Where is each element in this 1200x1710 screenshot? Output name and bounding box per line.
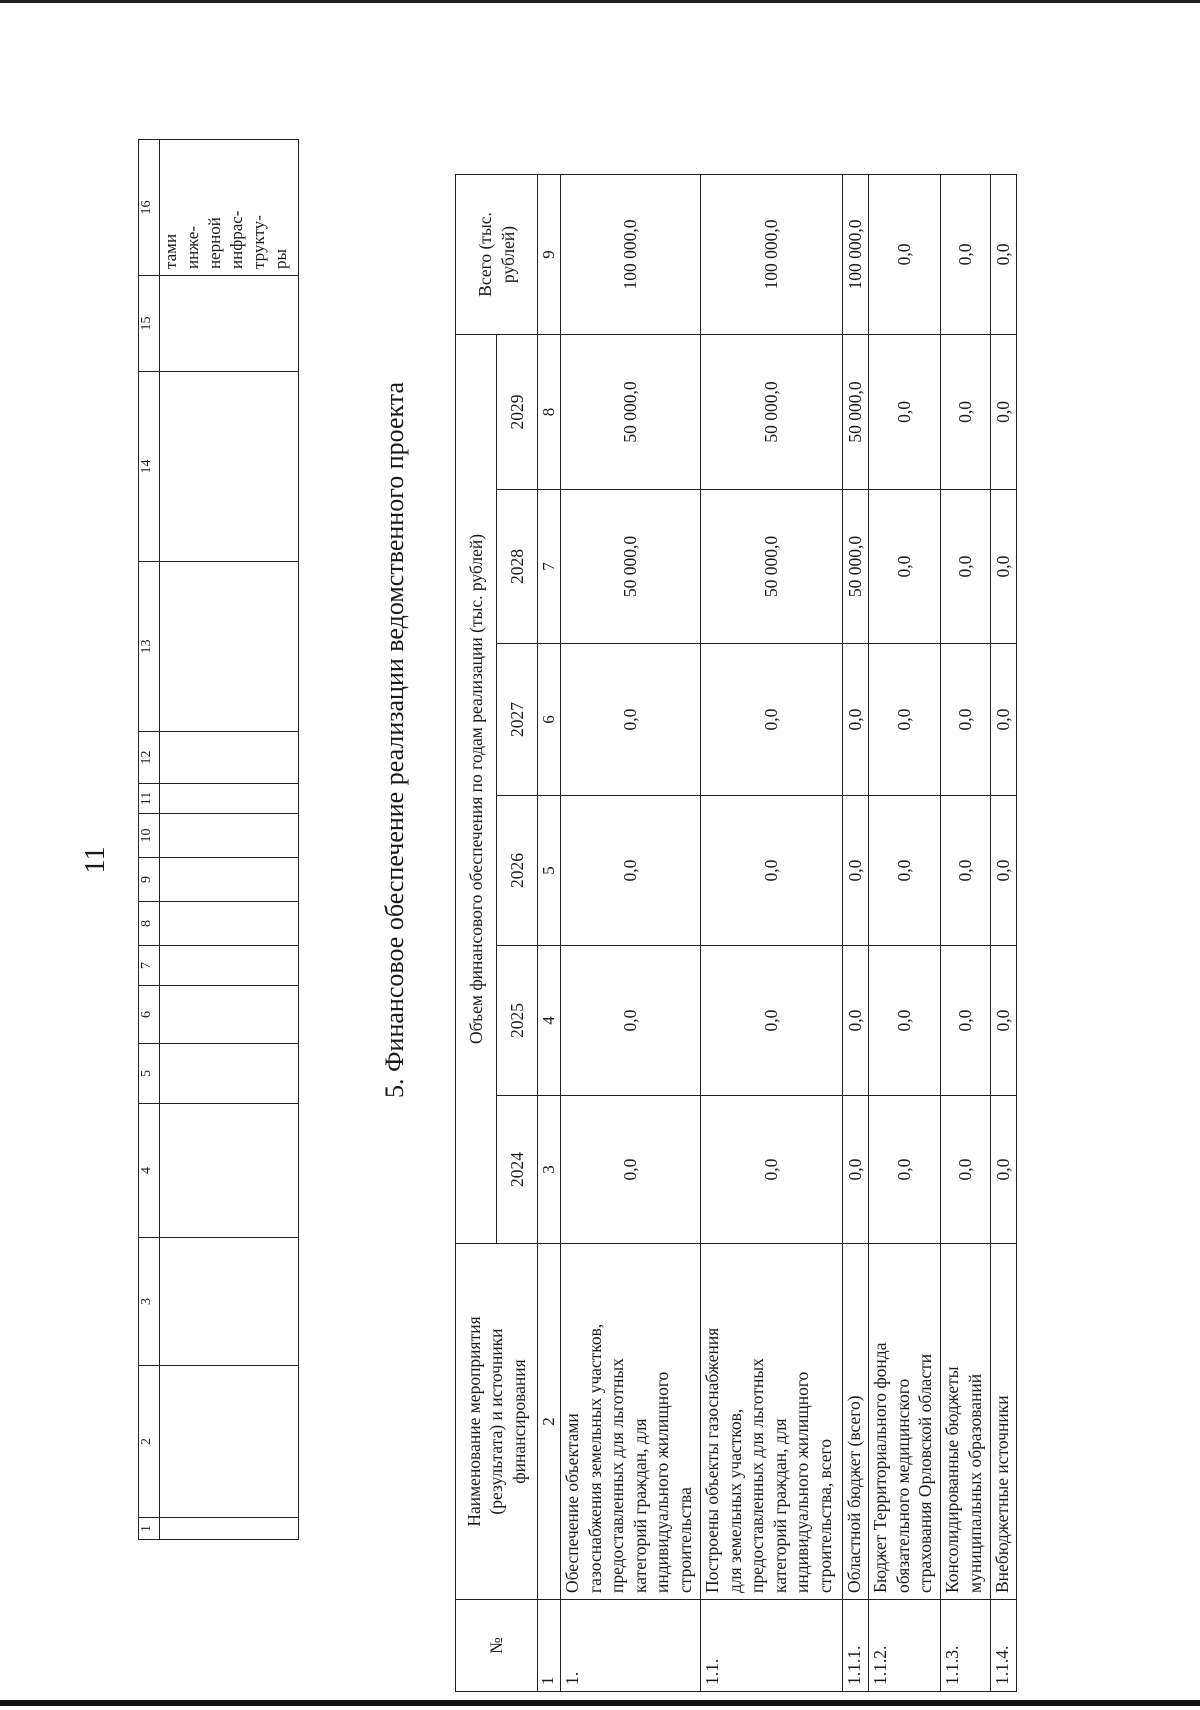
text-line: строительства, всего bbox=[814, 1439, 835, 1593]
index-cell: 7 bbox=[538, 490, 561, 644]
value-cell: 0,0 bbox=[941, 334, 991, 489]
value-cell: 0,0 bbox=[561, 946, 701, 1096]
value-cell: 50 000,0 bbox=[843, 334, 869, 489]
table-cell bbox=[160, 946, 299, 986]
table-row bbox=[869, 174, 941, 1691]
value-cell: 100 000,0 bbox=[843, 174, 869, 334]
value-cell: 0,0 bbox=[991, 796, 1017, 946]
value-cell: 0,0 bbox=[941, 490, 991, 644]
value-cell: 0,0 bbox=[561, 644, 701, 796]
row-number: 1.1. bbox=[701, 1600, 843, 1692]
value-cell: 0,0 bbox=[869, 334, 941, 489]
text-line: для земельных участков, bbox=[724, 1408, 745, 1593]
text-line: Бюджет Территориального фонда bbox=[870, 1342, 890, 1593]
col-number: 6 bbox=[139, 986, 160, 1044]
continuation-last-cell bbox=[160, 140, 299, 276]
text-line: обязательного медицинского bbox=[892, 1378, 913, 1593]
table-cell bbox=[160, 1518, 299, 1540]
index-cell: 4 bbox=[538, 946, 561, 1096]
text-line: индивидуального жилищного bbox=[652, 1371, 672, 1593]
value-cell: 50 000,0 bbox=[701, 490, 843, 644]
table-cell bbox=[160, 814, 299, 858]
value-cell: 0,0 bbox=[991, 490, 1017, 644]
value-cell: 0,0 bbox=[941, 644, 991, 796]
value-cell: 0,0 bbox=[701, 796, 843, 946]
col-number: 16 bbox=[139, 140, 160, 276]
col-number: 4 bbox=[139, 1104, 160, 1238]
text-line: Консолидированные бюджеты bbox=[942, 1366, 962, 1593]
row-name bbox=[561, 1244, 701, 1600]
text-line: муниципальных образований bbox=[964, 1373, 985, 1593]
value-cell: 50 000,0 bbox=[843, 490, 869, 644]
header-year: 2027 bbox=[497, 644, 538, 796]
header-name bbox=[456, 1244, 538, 1600]
table-cell bbox=[160, 562, 299, 732]
col-number: 12 bbox=[139, 732, 160, 784]
text-line: Наименование мероприятия bbox=[463, 1316, 484, 1527]
finance-table bbox=[455, 174, 1017, 1692]
col-number: 7 bbox=[139, 946, 160, 986]
text-line: газоснабжения земельных участков, bbox=[584, 1323, 605, 1593]
col-number: 14 bbox=[139, 372, 160, 562]
page-number: 11 bbox=[80, 846, 111, 874]
header-year: 2029 bbox=[497, 334, 538, 489]
header-year: 2024 bbox=[497, 1096, 538, 1244]
section-title: 5. Финансовое обеспечение реализации ведомственного проекта bbox=[380, 382, 409, 1098]
table-row bbox=[843, 174, 869, 1691]
text-line: предоставленных для льготных bbox=[747, 1358, 767, 1593]
value-cell: 0,0 bbox=[843, 946, 869, 1096]
finance-header-row bbox=[456, 174, 497, 1691]
row-name bbox=[991, 1244, 1017, 1600]
text-line: рублей) bbox=[497, 225, 518, 284]
text-line: категорий граждан, для bbox=[629, 1418, 650, 1593]
col-number: 10 bbox=[139, 814, 160, 858]
index-cell: 3 bbox=[538, 1096, 561, 1244]
row-name bbox=[701, 1244, 843, 1600]
table-cell bbox=[160, 902, 299, 946]
table-cell bbox=[160, 986, 299, 1044]
value-cell: 0,0 bbox=[941, 946, 991, 1096]
value-cell: 0,0 bbox=[843, 796, 869, 946]
table-cell bbox=[160, 1044, 299, 1104]
index-cell: 5 bbox=[538, 796, 561, 946]
continuation-table bbox=[138, 139, 299, 1540]
value-cell: 0,0 bbox=[991, 644, 1017, 796]
row-name bbox=[869, 1244, 941, 1600]
col-number: 5 bbox=[139, 1044, 160, 1104]
col-number: 8 bbox=[139, 902, 160, 946]
text-line: предоставленных для льготных bbox=[607, 1358, 627, 1593]
value-cell: 50 000,0 bbox=[561, 490, 701, 644]
value-cell: 0,0 bbox=[869, 644, 941, 796]
table-cell bbox=[160, 1104, 299, 1238]
text-line: категорий граждан, для bbox=[769, 1418, 790, 1593]
col-number: 9 bbox=[139, 858, 160, 902]
text-line: трукту- bbox=[249, 215, 268, 269]
text-line: Всего (тыс. bbox=[475, 212, 495, 297]
header-volume-group: Объем финансового обеспечения по годам реализации (тыс. рублей) bbox=[456, 334, 497, 1243]
table-row bbox=[941, 174, 991, 1691]
text-line: страхования Орловской области bbox=[915, 1353, 935, 1593]
header-no: № bbox=[456, 1600, 538, 1692]
value-cell: 0,0 bbox=[561, 796, 701, 946]
table-row bbox=[991, 174, 1017, 1691]
col-number: 2 bbox=[139, 1366, 160, 1518]
value-cell: 0,0 bbox=[941, 1096, 991, 1244]
value-cell: 100 000,0 bbox=[561, 174, 701, 334]
continuation-body-row bbox=[160, 140, 299, 1540]
index-cell: 9 bbox=[538, 174, 561, 334]
text-line: (результата) и источники bbox=[486, 1328, 507, 1515]
text-line: Построены объекты газоснабжения bbox=[702, 1327, 722, 1593]
row-number: 1.1.4. bbox=[991, 1600, 1017, 1692]
value-cell: 0,0 bbox=[869, 1096, 941, 1244]
index-cell: 8 bbox=[538, 334, 561, 489]
index-cell: 2 bbox=[538, 1244, 561, 1600]
row-number: 1.1.2. bbox=[869, 1600, 941, 1692]
value-cell: 0,0 bbox=[869, 946, 941, 1096]
text-line: инже- bbox=[183, 226, 202, 269]
text-line: нерной bbox=[205, 217, 224, 269]
text-line: индивидуального жилищного bbox=[792, 1371, 812, 1593]
text-line: ры bbox=[271, 249, 290, 269]
value-cell: 0,0 bbox=[843, 644, 869, 796]
row-number: 1.1.1. bbox=[843, 1600, 869, 1692]
table-cell bbox=[160, 372, 299, 562]
value-cell: 0,0 bbox=[991, 334, 1017, 489]
text-line: Обеспечение объектами bbox=[562, 1413, 582, 1593]
value-cell: 0,0 bbox=[869, 796, 941, 946]
header-year: 2028 bbox=[497, 490, 538, 644]
text-line: финансирования bbox=[508, 1359, 529, 1484]
header-total bbox=[456, 174, 538, 334]
value-cell: 0,0 bbox=[869, 490, 941, 644]
text-line: строительства bbox=[674, 1487, 695, 1593]
value-cell: 0,0 bbox=[941, 174, 991, 334]
col-number: 13 bbox=[139, 562, 160, 732]
continuation-column-numbers bbox=[139, 140, 160, 1540]
text-line: инфрас- bbox=[227, 210, 246, 269]
index-cell: 6 bbox=[538, 644, 561, 796]
value-cell: 50 000,0 bbox=[561, 334, 701, 489]
value-cell: 0,0 bbox=[701, 946, 843, 1096]
col-number: 1 bbox=[139, 1518, 160, 1540]
row-name bbox=[843, 1244, 869, 1600]
table-row bbox=[561, 174, 701, 1691]
text-line: Внебюджетные источники bbox=[992, 1395, 1012, 1593]
value-cell: 0,0 bbox=[991, 174, 1017, 334]
row-name bbox=[941, 1244, 991, 1600]
table-cell bbox=[160, 784, 299, 814]
table-cell bbox=[160, 276, 299, 372]
value-cell: 0,0 bbox=[941, 796, 991, 946]
value-cell: 0,0 bbox=[701, 1096, 843, 1244]
header-year: 2025 bbox=[497, 946, 538, 1096]
index-cell: 1 bbox=[538, 1600, 561, 1692]
value-cell: 0,0 bbox=[991, 946, 1017, 1096]
row-number: 1.1.3. bbox=[941, 1600, 991, 1692]
value-cell: 0,0 bbox=[869, 174, 941, 334]
col-number: 11 bbox=[139, 784, 160, 814]
table-cell bbox=[160, 732, 299, 784]
col-number: 15 bbox=[139, 276, 160, 372]
col-number: 3 bbox=[139, 1238, 160, 1366]
value-cell: 0,0 bbox=[561, 1096, 701, 1244]
text-line: тами bbox=[161, 233, 180, 269]
text-line: Областной бюджет (всего) bbox=[844, 1395, 864, 1593]
value-cell: 50 000,0 bbox=[701, 334, 843, 489]
value-cell: 0,0 bbox=[701, 644, 843, 796]
table-cell bbox=[160, 858, 299, 902]
table-cell bbox=[160, 1366, 299, 1518]
value-cell: 0,0 bbox=[843, 1096, 869, 1244]
value-cell: 0,0 bbox=[991, 1096, 1017, 1244]
row-number: 1. bbox=[561, 1600, 701, 1692]
header-year: 2026 bbox=[497, 796, 538, 946]
value-cell: 100 000,0 bbox=[701, 174, 843, 334]
finance-index-row bbox=[538, 174, 561, 1691]
table-row bbox=[701, 174, 843, 1691]
table-cell bbox=[160, 1238, 299, 1366]
